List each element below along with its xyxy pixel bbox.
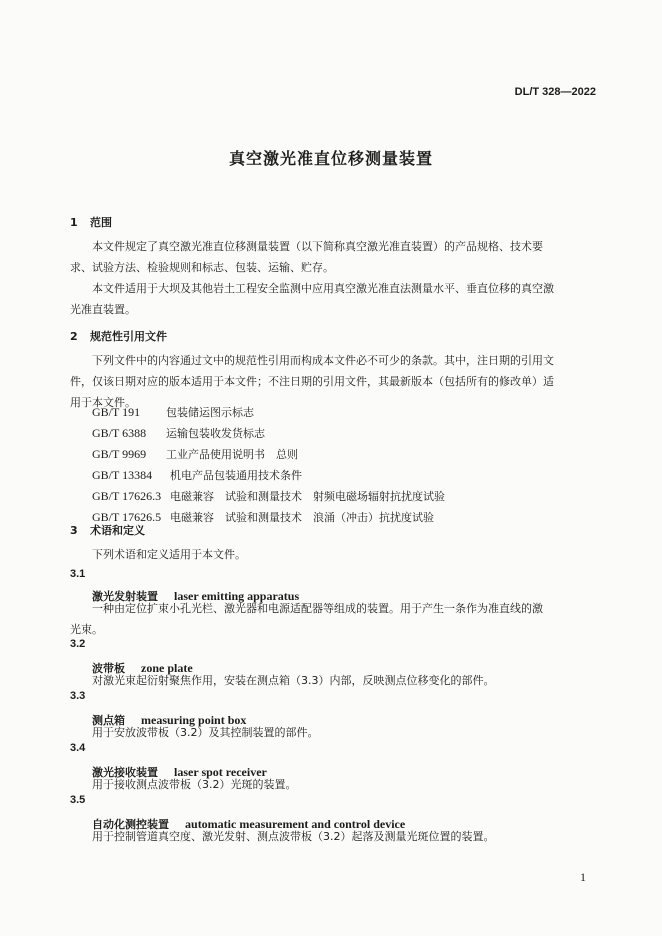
reference-title: 工业产品使用说明书 总则: [166, 448, 298, 461]
paragraph-line: 下列文件中的内容通过文中的规范性引用而构成本文件必不可少的条款。其中，注日期的引用文: [92, 354, 554, 367]
section-title: 规范性引用文件: [90, 330, 167, 343]
reference-title: 包装储运图示标志: [166, 406, 254, 419]
term-number: 3.3: [70, 690, 86, 702]
paragraph-line: 求、试验方法、检验规则和标志、包装、运输、贮存。: [70, 261, 334, 274]
term-number: 3.1: [70, 568, 86, 580]
paragraph-line: 下列术语和定义适用于本文件。: [92, 548, 246, 561]
standard-code: DL/T 328—2022: [514, 86, 596, 98]
document-title: 真空激光准直位移测量装置: [228, 149, 433, 168]
reference-item: [92, 486, 445, 507]
term-chinese: 波带板: [92, 662, 125, 675]
term-english: zone plate: [141, 661, 193, 675]
reference-title: 运输包装收发货标志: [166, 427, 265, 440]
section-title: 术语和定义: [90, 524, 145, 537]
section-heading-terms: [70, 522, 145, 538]
term-english: automatic measurement and control device: [185, 817, 406, 831]
reference-title: 机电产品包装通用技术条件: [170, 469, 302, 482]
term-number: 3.2: [70, 638, 86, 650]
term-definition-line: 用于安放波带板（3.2）及其控制装置的部件。: [92, 726, 319, 739]
reference-item: [92, 465, 445, 486]
section-heading-normative-references: [70, 328, 167, 344]
term-english: measuring point box: [141, 713, 247, 727]
term-number: 3.4: [70, 742, 86, 754]
term-definition-line: 光束。: [70, 623, 103, 636]
term-definition-line: 对激光束起衍射聚焦作用，安装在测点箱（3.3）内部，反映测点位移变化的部件。: [92, 674, 495, 687]
paragraph-line: 本文件规定了真空激光准直位移测量装置（以下简称真空激光准直装置）的产品规格、技术要: [92, 240, 543, 253]
reference-code: GB/T 191: [92, 405, 141, 419]
reference-code: GB/T 6388: [92, 426, 147, 440]
paragraph-line: 件，仅该日期对应的版本适用于本文件；不注日期的引用文件，其最新版本（包括所有的修改单）适: [70, 375, 554, 388]
reference-code: GB/T 17626.5: [92, 510, 162, 524]
section-number: 3: [70, 524, 78, 537]
section-heading-scope: [70, 214, 112, 230]
term-chinese: 测点箱: [92, 714, 125, 727]
reference-list: [92, 402, 445, 528]
reference-item: [92, 423, 445, 444]
term-chinese: 激光接收装置: [92, 766, 158, 779]
page-number: 1: [580, 870, 586, 884]
section-number: 1: [70, 216, 78, 229]
reference-title: 电磁兼容 试验和测量技术 浪涌（冲击）抗扰度试验: [170, 511, 434, 524]
term-english: laser spot receiver: [174, 765, 267, 779]
term-definition-line: 一种由定位扩束小孔光栏、激光器和电源适配器等组成的装置。用于产生一条作为准直线的激: [92, 602, 543, 615]
paragraph-line: 本文件适用于大坝及其他岩土工程安全监测中应用真空激光准直法测量水平、垂直位移的真空激: [92, 282, 554, 295]
reference-item: [92, 402, 445, 423]
term-chinese: 激光发射装置: [92, 590, 158, 603]
section-number: 2: [70, 330, 78, 343]
term-definition-line: 用于控制管道真空度、激光发射、测点波带板（3.2）起落及测量光斑位置的装置。: [92, 830, 495, 843]
section-title: 范围: [90, 216, 112, 229]
reference-code: GB/T 9969: [92, 447, 147, 461]
term-definition-line: 用于接收测点波带板（3.2）光斑的装置。: [92, 778, 297, 791]
term-english: laser emitting apparatus: [174, 589, 300, 603]
term-chinese: 自动化测控装置: [92, 818, 169, 831]
reference-code: GB/T 17626.3: [92, 489, 162, 503]
reference-item: [92, 444, 445, 465]
reference-code: GB/T 13384: [92, 468, 153, 482]
paragraph-line: 光准直装置。: [70, 303, 136, 316]
reference-title: 电磁兼容 试验和测量技术 射频电磁场辐射抗扰度试验: [170, 490, 445, 503]
paragraph-line: 用于本文件。: [70, 396, 136, 409]
term-number: 3.5: [70, 794, 86, 806]
